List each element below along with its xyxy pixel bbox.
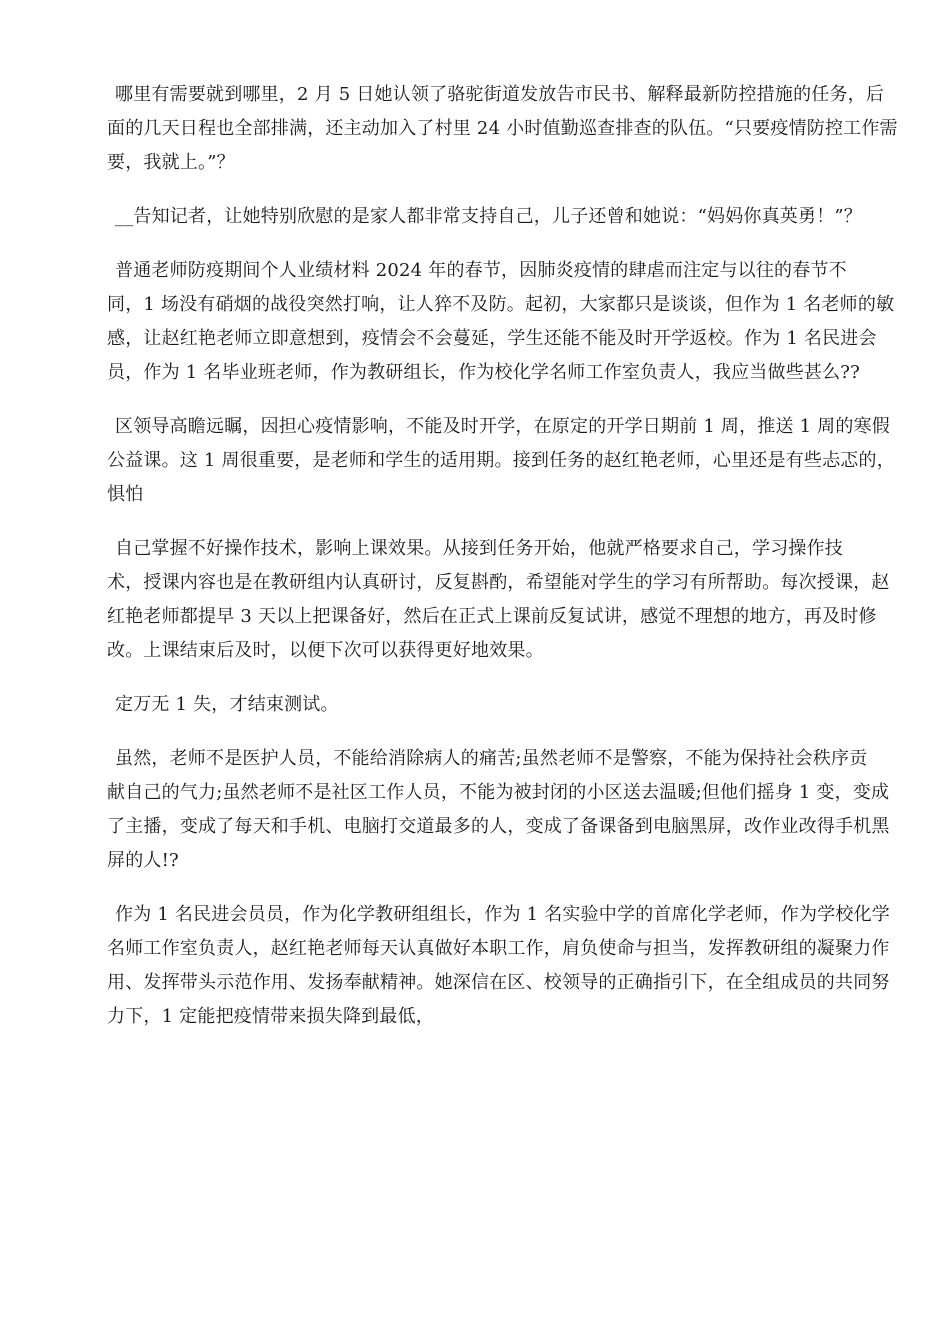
paragraph-line: 区领导高瞻远瞩，因担心疫情影响，不能及时开学，在原定的开学日期前 1 周，推送 1 周的寒假: [115, 416, 890, 437]
paragraph-line: 作为 1 名民进会员员，作为化学教研组组长，作为 1 名实验中学的首席化学老师，作为学校化学: [115, 904, 890, 925]
paragraph-4: [107, 410, 895, 512]
paragraph-line: 要，我就上。”？: [107, 152, 235, 173]
paragraph-line: 普通老师防疫期间个人业绩材料 2024 年的春节，因肺炎疫情的肆虐而注定与以往的春节不: [115, 260, 847, 281]
paragraph-line: 屏的人!?: [107, 850, 179, 871]
paragraph-line: 公益课。这 1 周很重要，是老师和学生的适用期。接到任务的赵红艳老师，心里还是有些忐忑的，: [107, 450, 895, 471]
paragraph-line: 了主播，变成了每天和手机、电脑打交道最多的人，变成了备课备到电脑黑屏，改作业改得手机黑: [107, 816, 890, 837]
paragraph-3: [107, 254, 895, 390]
paragraph-line: 改。上课结束后及时，以便下次可以获得更好地效果。: [107, 640, 544, 661]
document-body: [107, 78, 898, 1054]
paragraph-6: [115, 688, 883, 722]
paragraph-2: [115, 200, 883, 234]
paragraph-7: [107, 742, 890, 878]
paragraph-line: 感，让赵红艳老师立即意想到，疫情会不会蔓延，学生还能不能及时开学返校。作为 1 名民进会: [107, 328, 877, 349]
paragraph-line: 术，授课内容也是在教研组内认真研讨，反复斟酌，希望能对学生的学习有所帮助。每次授课，赵: [107, 572, 890, 593]
paragraph-line: __告知记者，让她特别欣慰的是家人都非常支持自己，儿子还曾和她说：“妈妈你真英勇！”？: [115, 206, 862, 227]
paragraph-line: 惧怕: [107, 484, 144, 505]
paragraph-line: 红艳老师都提早 3 天以上把课备好，然后在正式上课前反复试讲，感觉不理想的地方，再及时修: [107, 606, 877, 627]
paragraph-line: 员，作为 1 名毕业班老师，作为教研组长，作为校化学名师工作室负责人，我应当做些甚么??: [107, 362, 860, 383]
paragraph-line: 用、发挥带头示范作用、发扬奉献精神。她深信在区、校领导的正确指引下，在全组成员的共同努: [107, 972, 890, 993]
paragraph-8: [107, 898, 890, 1034]
paragraph-line: 献自己的气力;虽然老师不是社区工作人员，不能为被封闭的小区送去温暖;但他们摇身 1 变，变成: [107, 782, 890, 803]
paragraph-line: 面的几天日程也全部排满，还主动加入了村里 24 小时值勤巡查排查的队伍。“只要疫情防控工作需: [107, 118, 898, 139]
paragraph-line: 虽然，老师不是医护人员，不能给消除病人的痛苦;虽然老师不是警察，不能为保持社会秩序贡: [115, 748, 868, 769]
paragraph-line: 自己掌握不好操作技术，影响上课效果。从接到任务开始，他就严格要求自己，学习操作技: [115, 538, 843, 559]
paragraph-5: [107, 532, 890, 668]
paragraph-line: 名师工作室负责人，赵红艳老师每天认真做好本职工作，肩负使命与担当，发挥教研组的凝聚力作: [107, 938, 890, 959]
paragraph-line: 哪里有需要就到哪里，2 月 5 日她认领了骆驼街道发放告市民书、解释最新防控措施的任务，后: [115, 84, 885, 105]
paragraph-line: 同，1 场没有硝烟的战役突然打响，让人猝不及防。起初，大家都只是谈谈，但作为 1 名老师的敏: [107, 294, 895, 315]
paragraph-line: 力下，1 定能把疫情带来损失降到最低，: [107, 1006, 434, 1027]
paragraph-1: [107, 78, 898, 180]
paragraph-line: 定万无 1 失，才结束测试。: [115, 694, 339, 715]
